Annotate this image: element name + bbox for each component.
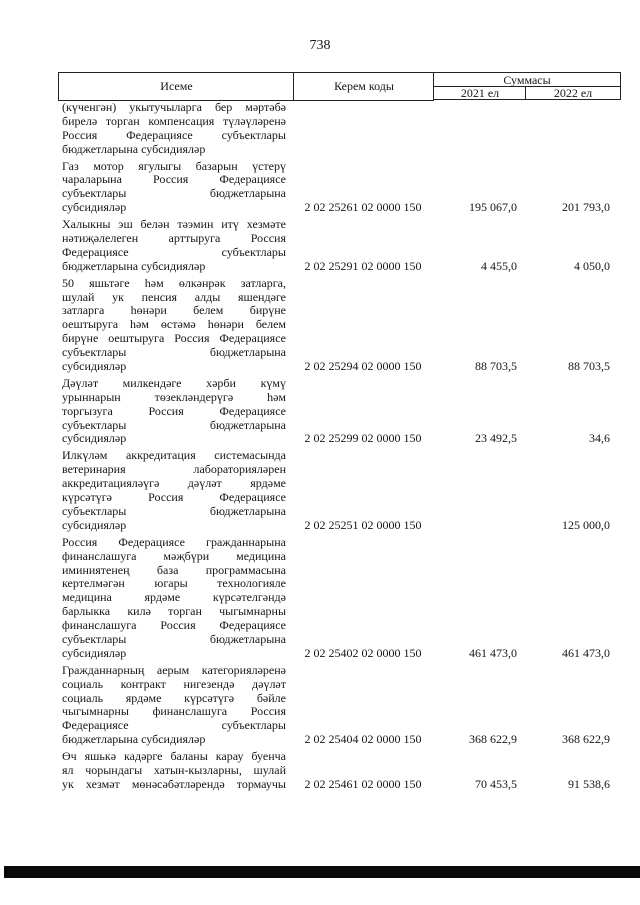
row-name-line: субсидияләр	[62, 200, 127, 215]
budget-code: 2 02 25402 02 0000 150	[304, 645, 422, 660]
row-name	[58, 377, 293, 446]
row-name-line: бюджетларына субсидияләр	[62, 141, 206, 156]
row-name-line: субъектлары бюджетларына	[62, 345, 286, 360]
row-name-line: оештыруга һәм өстәмә һөнәри белем	[62, 317, 286, 332]
table-row	[58, 750, 620, 792]
row-name-line: чыгымнарны финанслашуга Россия	[62, 704, 286, 719]
row-name-line: нәтиҗәлелеген арттыруга Россия	[62, 231, 286, 246]
row-name-line: Өч яшькә кадәрге баланы карау буенча	[62, 749, 286, 764]
amount-2022: 201 793,0	[562, 200, 610, 215]
row-name-line: субсидияләр	[62, 359, 127, 374]
row-name-line: аккредитацияләүгә дәүләт ярдәме	[62, 476, 286, 491]
row-name	[58, 160, 293, 216]
column-header-2022: 2022 ел	[525, 86, 621, 100]
row-name	[58, 664, 293, 747]
row-name-line: субъектлары бюджетларына	[62, 417, 286, 432]
row-name	[58, 218, 293, 274]
budget-code: 2 02 25291 02 0000 150	[304, 258, 422, 273]
column-header-code: Керем коды	[293, 72, 434, 101]
row-name-line: урыннарын төзекләндерүгә һәм	[62, 389, 286, 404]
row-name-line: күрсәтүгә Россия Федерациясе	[62, 490, 286, 505]
table-row	[58, 160, 620, 216]
budget-code: 2 02 25294 02 0000 150	[304, 359, 422, 374]
amount-2021: 70 453,5	[475, 776, 517, 791]
column-header-name: Исеме	[58, 72, 294, 101]
amount-2022: 125 000,0	[562, 517, 610, 532]
row-name-line: бирүне оештыруга Россия Федерациясе	[62, 331, 286, 346]
column-header-sums: Суммасы	[433, 72, 621, 87]
row-name	[58, 101, 293, 157]
row-name-line: чараларына Россия Федерациясе	[62, 172, 286, 187]
row-name-line: бюджетларына субсидияләр	[62, 732, 206, 747]
row-name-line: Газ мотор ягулыгы базарын үстерү	[62, 158, 286, 173]
table-row	[58, 377, 620, 446]
row-name-line: Федерациясе субъектлары	[62, 244, 286, 259]
table-row	[58, 101, 620, 157]
row-name-line: Россия Федерациясе гражданнарына	[62, 534, 286, 549]
amount-2021: 368 622,9	[469, 732, 517, 747]
row-name	[58, 750, 293, 792]
table-row	[58, 664, 620, 747]
row-name-line: субсидияләр	[62, 645, 127, 660]
row-name-line: социаль контракт нигезендә дәүләт	[62, 676, 286, 691]
amount-2022: 88 703,5	[568, 359, 610, 374]
row-name-line: субсидияләр	[62, 517, 127, 532]
table-row	[58, 218, 620, 274]
amount-2021: 461 473,0	[469, 645, 517, 660]
row-name-line: Россия Федерациясе субъектлары	[62, 127, 286, 142]
amount-2022: 368 622,9	[562, 732, 610, 747]
row-name-line: финанслашуга Россия Федерациясе	[62, 618, 286, 633]
budget-code: 2 02 25404 02 0000 150	[304, 732, 422, 747]
row-name-line: Дәүләт милкендәге хәрби күмү	[62, 375, 286, 390]
row-name-line: субъектлары бюджетларына	[62, 503, 286, 518]
amount-2021: 23 492,5	[475, 431, 517, 446]
row-name-line: Илкүләм аккредитация системасында	[62, 448, 286, 463]
table-row	[58, 449, 620, 532]
amount-2021: 195 067,0	[469, 200, 517, 215]
row-name-line: 50 яшьтәге һәм өлкәнрәк затларга,	[62, 275, 286, 290]
row-name-line: (күченгән) укытучыларга бер мәртәбә	[62, 100, 286, 114]
amount-2021: 4 455,0	[481, 258, 517, 273]
row-name-line: кертелмәгән югары технологияле	[62, 576, 286, 591]
row-name	[58, 277, 293, 374]
row-name-line: шулай ук пенсия алды яшендәге	[62, 289, 286, 304]
amount-2022: 34,6	[589, 431, 610, 446]
amount-2022: 91 538,6	[568, 776, 610, 791]
row-name-line: иминиятенең база программасына	[62, 562, 286, 577]
row-name-line: ветеринария лабораторияләрен	[62, 462, 286, 477]
row-name-line: финанслашуга мәҗбүри медицина	[62, 548, 286, 563]
row-name-line: Федерациясе субъектлары	[62, 718, 286, 733]
table-body	[58, 101, 620, 795]
row-name-line: субъектлары бюджетларына	[62, 631, 286, 646]
row-name-line: затларга һөнәри белем бирүне	[62, 303, 286, 318]
row-name	[58, 536, 293, 661]
row-name	[58, 449, 293, 532]
row-name-line: ук хезмәт мөнәсәбәтләрендә тормаучы	[62, 776, 286, 791]
row-name-line: барлыкка килә торган чыгымнарны	[62, 604, 286, 619]
budget-code: 2 02 25251 02 0000 150	[304, 517, 422, 532]
amount-2022: 461 473,0	[562, 645, 610, 660]
row-name-line: Гражданнарның аерым категорияләренә	[62, 662, 286, 677]
column-header-2021: 2021 ел	[433, 86, 526, 100]
table-row	[58, 277, 620, 374]
row-name-line: медицина ярдәме күрсәтелгәндә	[62, 590, 286, 605]
page-number: 738	[309, 38, 331, 53]
amount-2022: 4 050,0	[574, 258, 610, 273]
row-name-line: субъектлары бюджетларына	[62, 186, 286, 201]
amount-2021: 88 703,5	[475, 359, 517, 374]
budget-code: 2 02 25299 02 0000 150	[304, 431, 422, 446]
row-name-line: субсидияләр	[62, 431, 127, 446]
row-name-line: торгызуга Россия Федерациясе	[62, 403, 286, 418]
budget-code: 2 02 25461 02 0000 150	[304, 776, 422, 791]
row-name-line: бирелә торган компенсация түләүләренә	[62, 113, 286, 128]
row-name-line: социаль ярдәме күрсәтүгә бәйле	[62, 690, 286, 705]
row-name-line: бюджетларына субсидияләр	[62, 258, 206, 273]
row-name-line: ял чорындагы хатын-кызларны, шулай	[62, 762, 286, 777]
row-name-line: Халыкны эш белән тәэмин итү хезмәте	[62, 217, 286, 232]
budget-code: 2 02 25261 02 0000 150	[304, 200, 422, 215]
table-row	[58, 536, 620, 661]
scan-edge-bar	[4, 866, 640, 878]
